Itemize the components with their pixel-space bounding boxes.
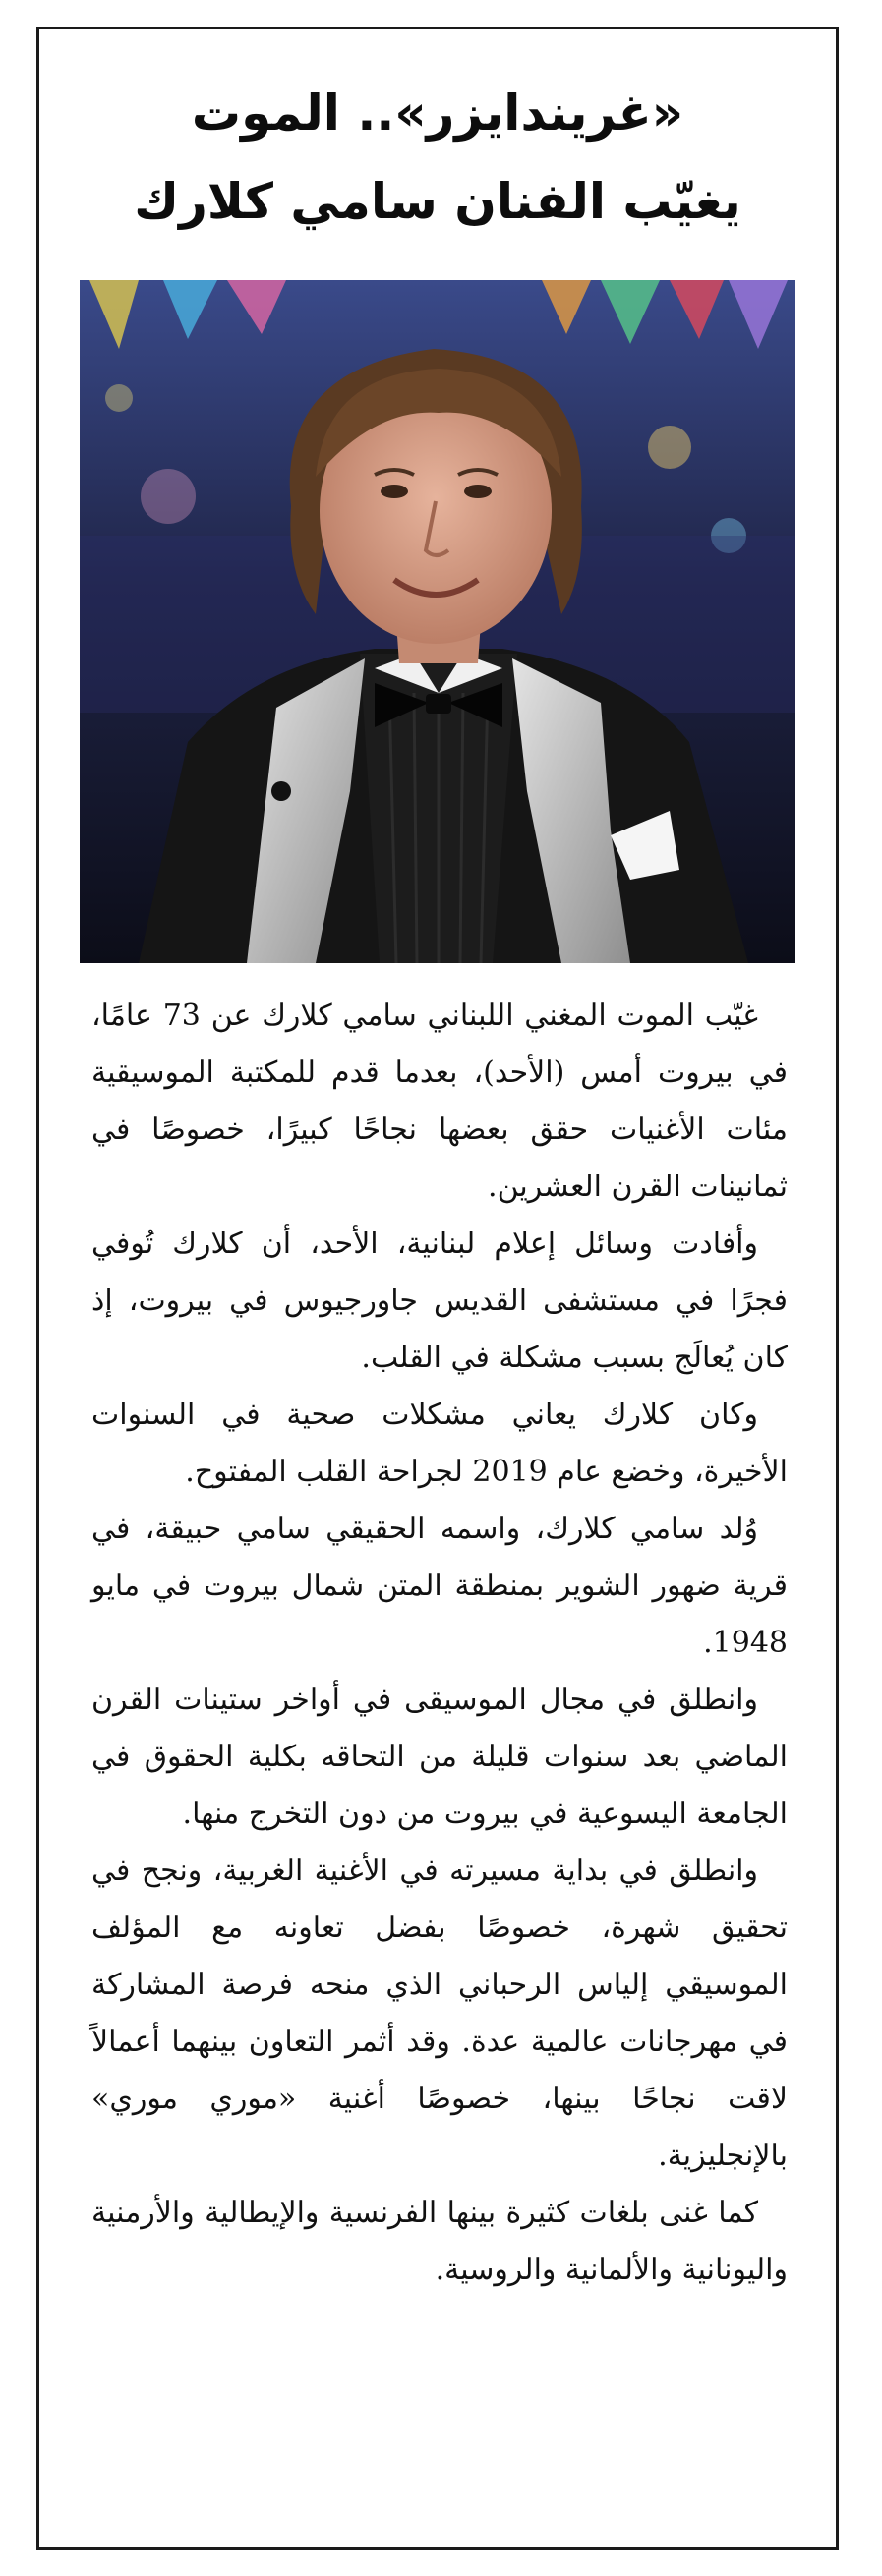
headline-line-2: يغيّب الفنان سامي كلارك xyxy=(134,173,741,230)
article-paragraph-1: غيّب الموت المغني اللبناني سامي كلارك عن 73 عامًا، في بيروت أمس (الأحد)، بعدما قدم للمكتبة الموسيقية مئات الأغنيات حقق بعضها نجاحًا كبيرًا، خصوصًا في ثمانينات القرن العشرين. xyxy=(91,999,788,1204)
portrait-illustration xyxy=(80,280,795,963)
article-paragraph-7: كما غنى بلغات كثيرة بينها الفرنسية والإيطالية والأرمنية واليونانية والألمانية والروسية. xyxy=(91,2196,788,2287)
article-paragraph-3: وكان كلارك يعاني مشكلات صحية في السنوات الأخيرة، وخضع عام 2019 لجراحة القلب المفتوح. xyxy=(91,1398,788,1489)
headline-line-1: «غريندايزر».. الموت xyxy=(191,85,684,142)
article-paragraph-5: وانطلق في مجال الموسيقى في أواخر ستينات القرن الماضي بعد سنوات قليلة من التحاقه بكلية الحقوق في الجامعة اليسوعية في بيروت من دون التخرج منها. xyxy=(91,1683,788,1831)
article-paragraph-2: وأفادت وسائل إعلام لبنانية، الأحد، أن كلارك تُوفي فجرًا في مستشفى القديس جاورجيوس في بيروت، إذ كان يُعالَج بسبب مشكلة في القلب. xyxy=(91,1227,788,1375)
portrait-photo xyxy=(80,280,795,963)
article-paragraph-6: وانطلق في بداية مسيرته في الأغنية الغربية، ونجح في تحقيق شهرة، خصوصًا بفضل تعاونه مع المؤلف الموسيقي إلياس الرحباني الذي منحه فرصة المشاركة في مهرجانات عالمية عدة. وقد أثمر التعاون بينهما أعمالاً لاقت نجاحًا بينها، خصوصًا أغنية «موري موري» بالإنجليزية. xyxy=(91,1854,788,2173)
article-body xyxy=(91,988,788,2299)
article-frame xyxy=(36,27,839,2550)
headline xyxy=(39,69,836,246)
article-paragraph-4: وُلد سامي كلارك، واسمه الحقيقي سامي حبيقة، في قرية ضهور الشوير بمنطقة المتن شمال بيروت في مايو 1948. xyxy=(91,1512,788,1660)
